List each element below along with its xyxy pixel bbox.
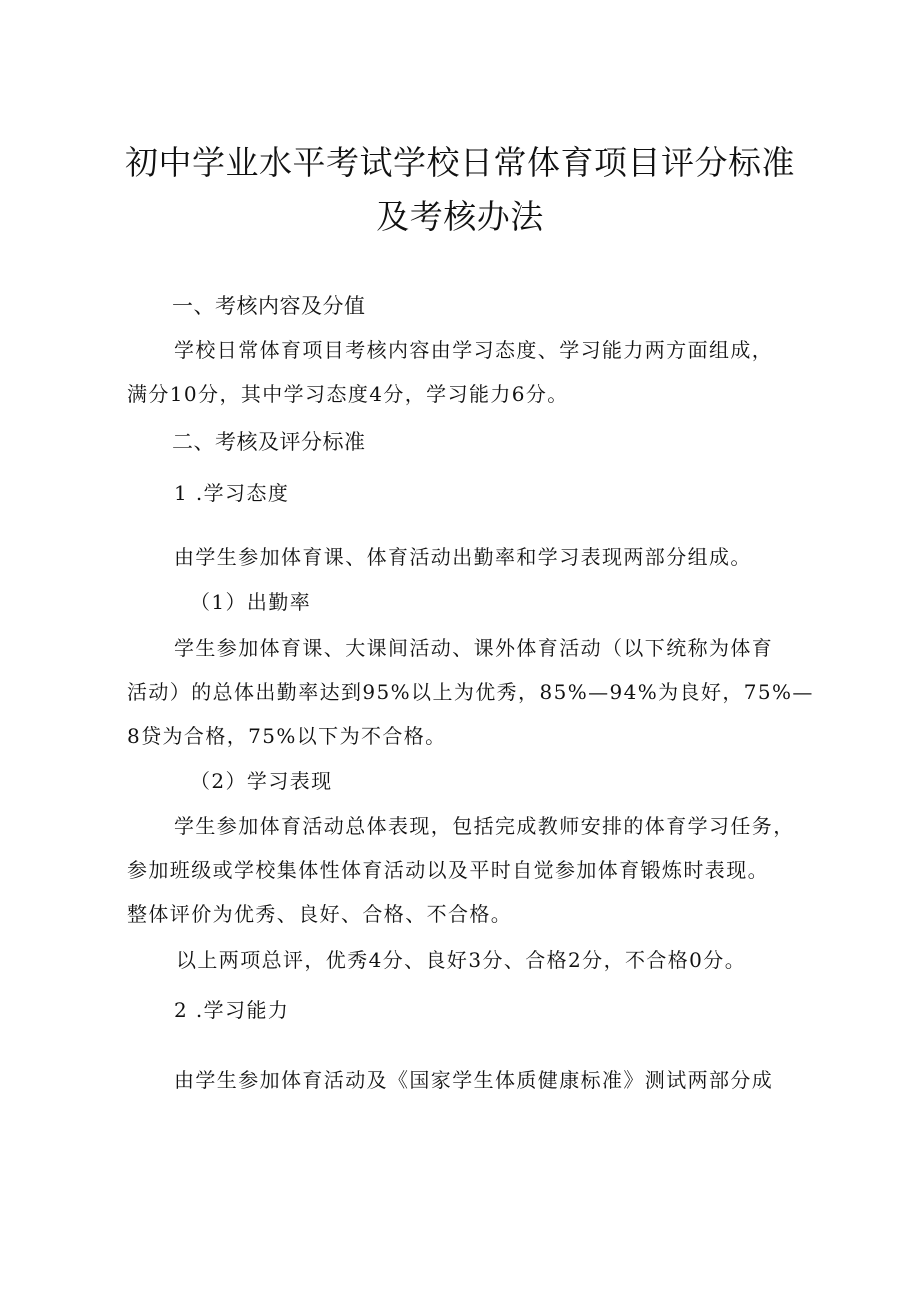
performance-paragraph-line-3: 整体评价为优秀、良好、合格、不合格。 (127, 902, 513, 926)
performance-heading: （2）学习表现 (190, 769, 333, 793)
attendance-heading: （1）出勤率 (190, 590, 312, 614)
attendance-paragraph-line-1: 学生参加体育课、大课间活动、课外体育活动（以下统称为体育 (174, 636, 774, 660)
scoring-summary: 以上两项总评，优秀4分、良好3分、合格2分，不合格0分。 (176, 948, 747, 972)
subsection-learning-ability-intro: 由学生参加体育活动及《国家学生体质健康标准》测试两部分成 (174, 1068, 774, 1092)
document-title-line-1: 初中学业水平考试学校日常体育项目评分标准 (125, 143, 795, 182)
attendance-paragraph-line-2: 活动）的总体出勤率达到95%以上为优秀，85%—94%为良好，75%— (127, 680, 814, 704)
subsection-learning-attitude-heading: 1 .学习态度 (174, 481, 290, 505)
performance-paragraph-line-2: 参加班级或学校集体性体育活动以及平时自觉参加体育锻炼时表现。 (127, 858, 769, 882)
section-1-heading: 一、考核内容及分值 (172, 294, 366, 318)
section-1-paragraph-line-2: 满分10分，其中学习态度4分，学习能力6分。 (127, 382, 569, 406)
subsection-learning-ability-heading: 2 .学习能力 (174, 998, 290, 1022)
attendance-paragraph-line-3: 8贷为合格，75%以下为不合格。 (127, 724, 447, 748)
document-title-line-2: 及考核办法 (376, 197, 544, 236)
section-2-heading: 二、考核及评分标准 (172, 430, 366, 454)
performance-paragraph-line-1: 学生参加体育活动总体表现，包括完成教师安排的体育学习任务， (174, 814, 795, 838)
subsection-learning-attitude-intro: 由学生参加体育课、体育活动出勤率和学习表现两部分组成。 (174, 545, 752, 569)
section-1-paragraph-line-1: 学校日常体育项目考核内容由学习态度、学习能力两方面组成， (174, 338, 774, 362)
